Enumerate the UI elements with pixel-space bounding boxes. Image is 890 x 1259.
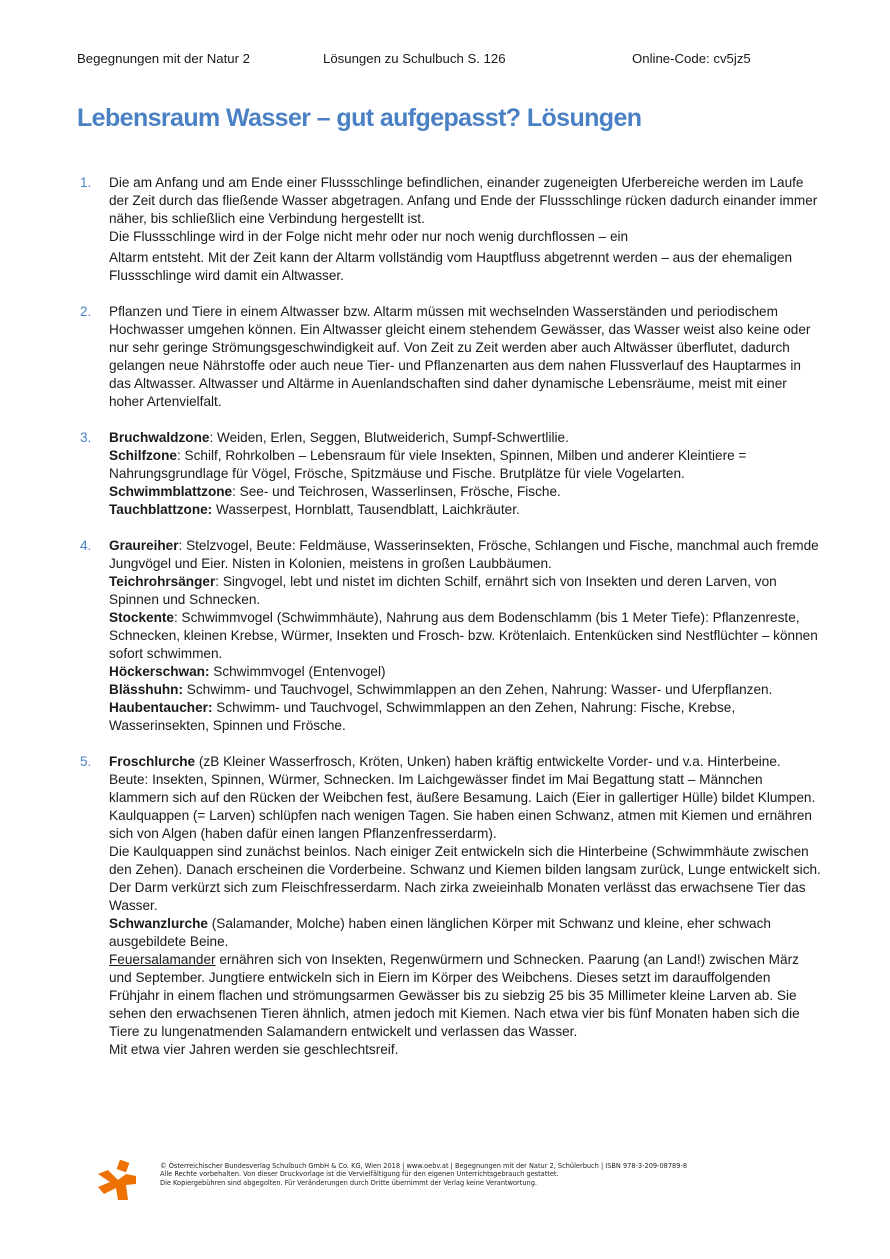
bird-description: : Schwimmvogel (Schwimmhäute), Nahrung aus dem Bodenschlamm (bis 1 Meter Tiefe): Pflanzenreste, Schnecken, kleinen Krebse, Würmer, Insekten und Frosch- bzw. Krötenlaich. Entenkücken sind Nestflüchter – können sofort schwimmen. [109, 610, 818, 661]
froschlurche-paragraph [109, 753, 822, 843]
zone-entry [109, 429, 822, 447]
bird-description: : Stelzvogel, Beute: Feldmäuse, Wasserinsekten, Frösche, Schlangen und Fische, manchmal auch fremde Jungvögel und Eier. Nisten in Kolonien, meistens in großen Laubbäumen. [109, 538, 819, 571]
book-title: Begegnungen mit der Natur 2 [77, 51, 251, 66]
zone-entry [109, 501, 822, 519]
bird-entry [109, 609, 822, 663]
zone-entry [109, 447, 822, 483]
amphibian-description: (Salamander, Molche) haben einen länglichen Körper mit Schwanz und kleine, eher schwach ausgebildete Beine. [109, 916, 771, 949]
zone-term: Schilfzone [109, 448, 177, 463]
answer-text: Die Flussschlinge wird in der Folge nicht mehr oder nur noch wenig durchflossen – ein [109, 229, 629, 244]
answer-4 [77, 537, 822, 735]
answer-text: Pflanzen und Tiere in einem Altwasser bzw. Altarm müssen mit wechselnden Wasserständen und periodischem Hochwasser umgehen können. Ein Altwasser gleicht einem stehendem Gewässer, das Wasser weist also keine oder nur sehr geringe Strömungsgeschwindigkeit auf. Von Zeit zu Zeit werden aber auch Altwässer überflutet, dadurch gelangen neue Nährstoffe oder auch neue Tier- und Pflanzenarten aus dem nahen Flussverlauf des Hauptarmes in das Altwasser. Altwasser und Altärme in Auenlandschaften sind daher dynamische Lebensräume, meist mit einer hoher Artenvielfalt. [109, 304, 811, 409]
online-code: Online-Code: cv5jz5 [632, 51, 751, 66]
bird-entry [109, 573, 822, 609]
schwanzlurche-paragraph [109, 915, 822, 951]
copyright-line: © Österreichischer Bundesverlag Schulbuch GmbH & Co. KG, Wien 2018 | www.oebv.at | Begegnungen mit der Natur 2, Schülerbuch | ISBN 978-3-209-08789-8 [160, 1162, 688, 1170]
answer-1 [77, 174, 822, 285]
bird-description: Schwimm- und Tauchvogel, Schwimmlappen an den Zehen, Nahrung: Fische, Krebse, Wasserinsekten, Spinnen und Frösche. [109, 700, 736, 733]
zone-description: : Weiden, Erlen, Seggen, Blutweiderich, Sumpf-Schwertlilie. [209, 430, 569, 445]
solutions-reference: Lösungen zu Schulbuch S. 126 [323, 51, 506, 66]
answer-number: 5. [80, 754, 92, 769]
bird-term: Blässhuhn: [109, 682, 184, 697]
answer-number: 3. [80, 430, 92, 445]
bird-term: Haubentaucher: [109, 700, 213, 715]
copyright-notice [160, 1162, 687, 1187]
feuersalamander-paragraph [109, 951, 822, 1041]
liability-line: Die Kopiergebühren sind abgegolten. Für Veränderungen durch Dritte übernimmt der Verlag keine Verantwortung. [160, 1178, 537, 1187]
bird-description: Schwimm- und Tauchvogel, Schwimmlappen an den Zehen, Nahrung: Wasser- und Uferpflanzen. [183, 682, 773, 697]
answer-5 [77, 753, 822, 1059]
zone-description: Wasserpest, Hornblatt, Tausendblatt, Laichkräuter. [212, 502, 520, 517]
amphibian-term-underlined: Feuersalamander [109, 952, 216, 967]
bird-description: : Singvogel, lebt und nistet im dichten Schilf, ernährt sich von Insekten und deren Larven, von Spinnen und Schnecken. [109, 574, 777, 607]
answer-3 [77, 429, 822, 519]
bird-term: Teichrohrsänger [109, 574, 216, 589]
answer-number: 4. [80, 538, 92, 553]
oebv-star-logo-icon [96, 1160, 138, 1202]
bird-term: Stockente [109, 610, 174, 625]
zone-term: Bruchwaldzone [109, 430, 210, 445]
page-title: Lebensraum Wasser – gut aufgepasst? Lösungen [77, 104, 642, 132]
answer-number: 1. [80, 175, 92, 190]
bird-term: Höckerschwan: [109, 664, 210, 679]
bird-entry [109, 663, 822, 681]
bird-entry [109, 699, 822, 735]
bird-term: Graureiher [109, 538, 179, 553]
answer-number: 2. [80, 304, 92, 319]
amphibian-description: ernähren sich von Insekten, Regenwürmern und Schnecken. Paarung (an Land!) zwischen März und September. Jungtiere entwickeln sich in Eiern im Körper des Weibchens. Dieses setzt im darauffolgenden Frühjahr in einem flachen und strömungsarmen Gewässer bis zu siebzig 25 bis 35 Millimeter kleine Larven ab. Sie sehen den erwachsenen Tieren ähnlich, atmen jedoch mit Kiemen. Nach etwa vier bis fünf Monaten haben sich die Tiere zu lungenatmenden Salamandern entwickelt und verlassen das Wasser. [109, 952, 800, 1039]
zone-description: : See- und Teichrosen, Wasserlinsen, Frösche, Fische. [232, 484, 561, 499]
amphibian-term: Froschlurche [109, 754, 196, 769]
zone-term: Schwimmblattzone [109, 484, 233, 499]
amphibian-term: Schwanzlurche [109, 916, 208, 931]
zone-description: : Schilf, Rohrkolben – Lebensraum für viele Insekten, Spinnen, Milben und anderer Kleintiere = Nahrungsgrundlage für Vögel, Frösche, Spitzmäuse und Fische. Brutplätze für viele Vogelarten. [109, 448, 747, 481]
answer-text: Altarm entsteht. Mit der Zeit kann der Altarm vollständig vom Hauptfluss abgetrennt werden – aus der ehemaligen Flussschlinge wird damit ein Altwasser. [109, 250, 793, 283]
amphibian-description: (zB Kleiner Wasserfrosch, Kröten, Unken) haben kräftig entwickelte Vorder- und v.a. Hinterbeine. Beute: Insekten, Spinnen, Würmer, Schnecken. Im Laichgewässer findet im Mai Begattung statt – Männchen klammern sich auf den Rücken der Weibchen fest, äußere Besamung. Laich (Eier in gallertiger Hülle) bildet Klumpen. Kaulquappen (= Larven) schlüpfen nach wenigen Tagen. Sie haben einen Schwanz, atmen mit Kiemen und ernähren sich von Algen (haben dafür einen langen Pflanzenfresserdarm). [109, 754, 816, 841]
bird-entry [109, 537, 822, 573]
answer-2 [77, 303, 822, 411]
bird-entry [109, 681, 822, 699]
zone-entry [109, 483, 822, 501]
answers-list [77, 174, 822, 1059]
page-header [77, 51, 817, 69]
zone-term: Tauchblattzone: [109, 502, 213, 517]
maturity-paragraph: Mit etwa vier Jahren werden sie geschlechtsreif. [109, 1042, 399, 1057]
rights-line: Alle Rechte vorbehalten. Von dieser Druckvorlage ist die Vervielfältigung für den eigenen Unterrichtsgebrauch gestattet. [160, 1170, 559, 1179]
kaulquappen-paragraph: Die Kaulquappen sind zunächst beinlos. Nach einiger Zeit entwickeln sich die Hinterbeine (Schwimmhäute zwischen den Zehen). Danach erscheinen die Vorderbeine. Schwanz und Kiemen bilden langsam zurück, Lunge entwickelt sich. Der Darm verkürzt sich zum Fleischfresserdarm. Nach zirka zweieinhalb Monaten verlässt das erwachsene Tier das Wasser. [109, 844, 821, 913]
bird-description: Schwimmvogel (Entenvogel) [209, 664, 386, 679]
answer-text: Die am Anfang und am Ende einer Flussschlinge befindlichen, einander zugeneigten Uferbereiche werden im Laufe der Zeit durch das fließende Wasser abgetragen. Anfang und Ende der Flussschlinge rücken dadurch einander immer näher, bis schließlich eine Verbindung hergestellt ist. [109, 175, 818, 226]
